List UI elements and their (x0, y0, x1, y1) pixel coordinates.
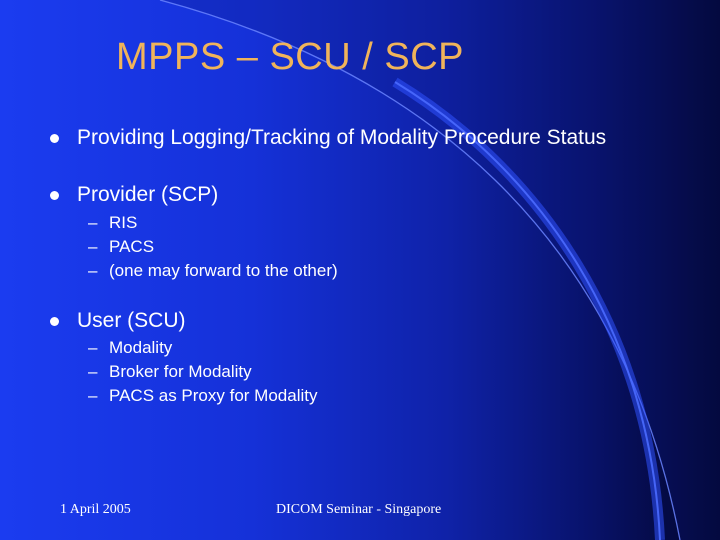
bullet-dot-icon (50, 317, 59, 326)
sub-item-text: PACS (109, 237, 155, 256)
dash-marker: – (88, 362, 98, 381)
bullet-text: Provider (SCP) (77, 183, 219, 206)
sub-item-text: RIS (109, 213, 138, 232)
footer-date: 1 April 2005 (60, 502, 131, 517)
dash-marker: – (88, 261, 98, 280)
bullet-provider-scp (50, 183, 218, 207)
bullet-dot-icon (50, 134, 59, 143)
sub-item-pacs (88, 237, 154, 257)
sub-item-text: Broker for Modality (109, 362, 252, 381)
sub-item-broker (88, 362, 252, 382)
sub-item-modality (88, 338, 172, 358)
bullet-text: User (SCU) (77, 309, 186, 332)
sub-item-text: PACS as Proxy for Modality (109, 386, 318, 405)
dash-marker: – (88, 386, 98, 405)
dash-marker: – (88, 338, 98, 357)
sub-item-text: (one may forward to the other) (109, 261, 338, 280)
bullet-dot-icon (50, 191, 59, 200)
sub-item-ris (88, 213, 137, 233)
bullet-user-scu (50, 309, 186, 333)
sub-item-forward (88, 261, 338, 281)
slide-title: MPPS – SCU / SCP (116, 36, 464, 78)
bullet-logging-tracking (50, 126, 606, 150)
dash-marker: – (88, 213, 98, 232)
sub-item-pacs-proxy (88, 386, 317, 406)
bullet-text: Providing Logging/Tracking of Modality Procedure Status (77, 126, 607, 149)
dash-marker: – (88, 237, 98, 256)
sub-item-text: Modality (109, 338, 173, 357)
footer-title: DICOM Seminar - Singapore (276, 502, 442, 517)
